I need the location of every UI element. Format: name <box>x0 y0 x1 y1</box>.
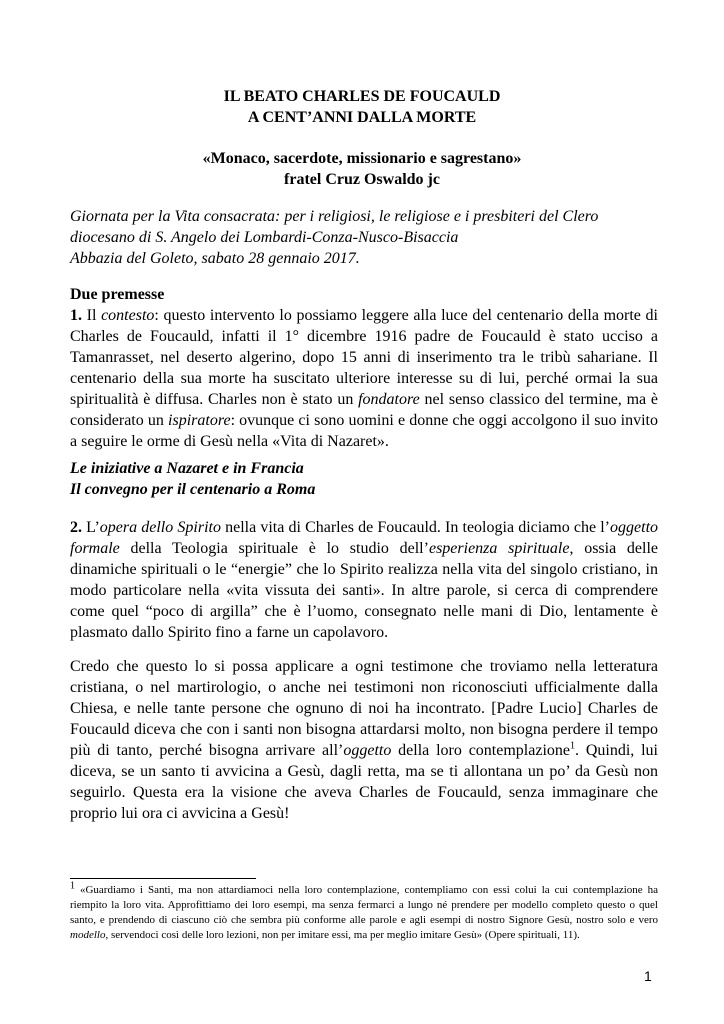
footnote-reference[interactable]: 1 <box>570 740 575 752</box>
subtitle: «Monaco, sacerdote, missionario e sagrestano» <box>202 150 522 167</box>
italic-run: oggetto <box>343 742 392 759</box>
title-line-2: A CENT’ANNI DALLA MORTE <box>247 109 477 126</box>
subtitle-block <box>70 148 654 190</box>
section-1-paragraph <box>70 305 658 452</box>
title-block <box>70 86 654 128</box>
italic-run: oggetto formale <box>70 519 659 557</box>
text-run: «Guardiamo i Santi, ma non attardiamoci nella loro contemplazione, contempliamo con essi colui la cui contemplazione ha riempito la loro vita. Approfittiamo dei loro esempi, ma senza fermarci a lungo né prendere per modello completo questo o quel santo, e prendendo di ciascuno ciò che sembra più conforme alle parole e agli esempi di nostro Signore Gesù, nostro solo e vero <box>70 884 658 926</box>
italic-run: contesto <box>101 307 155 324</box>
initiatives-headings <box>70 458 658 500</box>
italic-run: opera dello Spirito <box>99 519 221 536</box>
page-number: 1 <box>644 968 652 984</box>
section-1 <box>70 284 658 452</box>
paragraph-number: 2. <box>70 519 82 536</box>
event-info <box>70 206 658 269</box>
text-run: , ossia delle dinamiche spirituali o le “energie” che lo Spirito realizza nella vita del singolo cristiano, in modo particolare nella «vita vissuta dei santi». In altre parole, si cerca di comprendere come quel “poco di argilla” che è l’uomo, consegnato nelle mani di Dio, lentamente è plasmato dallo Spirito fino a farne un capolavoro. <box>70 540 659 641</box>
author: fratel Cruz Oswaldo jc <box>284 171 440 188</box>
event-line-3: Abbazia del Goleto, sabato 28 gennaio 2017. <box>70 250 360 267</box>
text-run: : ovunque ci sono uomini e donne che oggi accolgono il suo invito a seguire le orme di Gesù nella «Vita di Nazaret». <box>70 412 659 450</box>
text-run: , servendoci così delle loro lezioni, non per imitare essi, ma per meglio imitare Gesù» (Opere spirituali, 11). <box>105 929 580 941</box>
italic-run: fondatore <box>358 391 420 408</box>
italic-run: ispiratore <box>168 412 231 429</box>
section-heading: Due premesse <box>70 286 165 303</box>
footnote <box>70 880 658 943</box>
text-run: nel senso classico del termine, ma è considerato un <box>70 391 659 429</box>
section-2-paragraph <box>70 517 658 643</box>
initiatives-line-2: Il convegno per il centenario a Roma <box>70 481 316 498</box>
footnote-number: 1 <box>70 880 75 892</box>
text-run: : questo intervento lo possiamo leggere alla luce del centenario della morte di Charles de Foucauld, infatti il 1° dicembre 1916 padre de Foucauld è stato ucciso a Tamanrasset, nel deserto algerino, dopo 15 anni di inserimento tra le tribù sahariane. Il centenario della sua morte ha suscitato ulteriore interesse su di lui, perché ormai la sua spiritualità è diffusa. Charles non è stato un <box>70 307 659 408</box>
event-line-2: diocesano di S. Angelo dei Lombardi-Conza-Nusco-Bisaccia <box>70 229 459 246</box>
footnote-separator <box>70 878 256 879</box>
italic-run: modello <box>70 929 106 941</box>
text-run: nella vita di Charles de Foucauld. In teologia diciamo che l’ <box>220 519 611 536</box>
initiatives-line-1: Le iniziative a Nazaret e in Francia <box>70 460 304 477</box>
title-line-1: IL BEATO CHARLES DE FOUCAULD <box>223 88 501 105</box>
section-3-paragraph <box>70 656 658 824</box>
italic-run: esperienza spirituale <box>428 540 570 557</box>
text-run: L’ <box>82 519 100 536</box>
text-run: . Quindi, lui diceva, se un santo ti avvicina a Gesù, dagli retta, ma se ti allontana un po’ da Gesù non seguirlo. Questa era la visione che aveva Charles de Foucauld, senza immaginare che proprio lui ora ci avvicina a Gesù! <box>70 742 659 822</box>
text-run: della Teologia spirituale è lo studio dell’ <box>119 540 429 557</box>
text-run: Il <box>82 307 102 324</box>
paragraph-number: 1. <box>70 307 82 324</box>
text-run: Credo che questo lo si possa applicare a ogni testimone che troviamo nella letteratura cristiana, o nel martirologio, o anche nei testimoni non riconosciuti ufficialmente dalla Chiesa, e nelle tante persone che ognuno di noi ha incontrato. [Padre Lucio] Charles de Foucauld diceva che con i santi non bisogna attardarsi molto, non bisogna perdere il tempo più di tanto, perché bisogna arrivare all’ <box>70 658 658 759</box>
text-run: della loro contemplazione <box>391 742 570 759</box>
event-line-1: Giornata per la Vita consacrata: per i religiosi, le religiose e i presbiteri del Clero <box>70 208 599 225</box>
